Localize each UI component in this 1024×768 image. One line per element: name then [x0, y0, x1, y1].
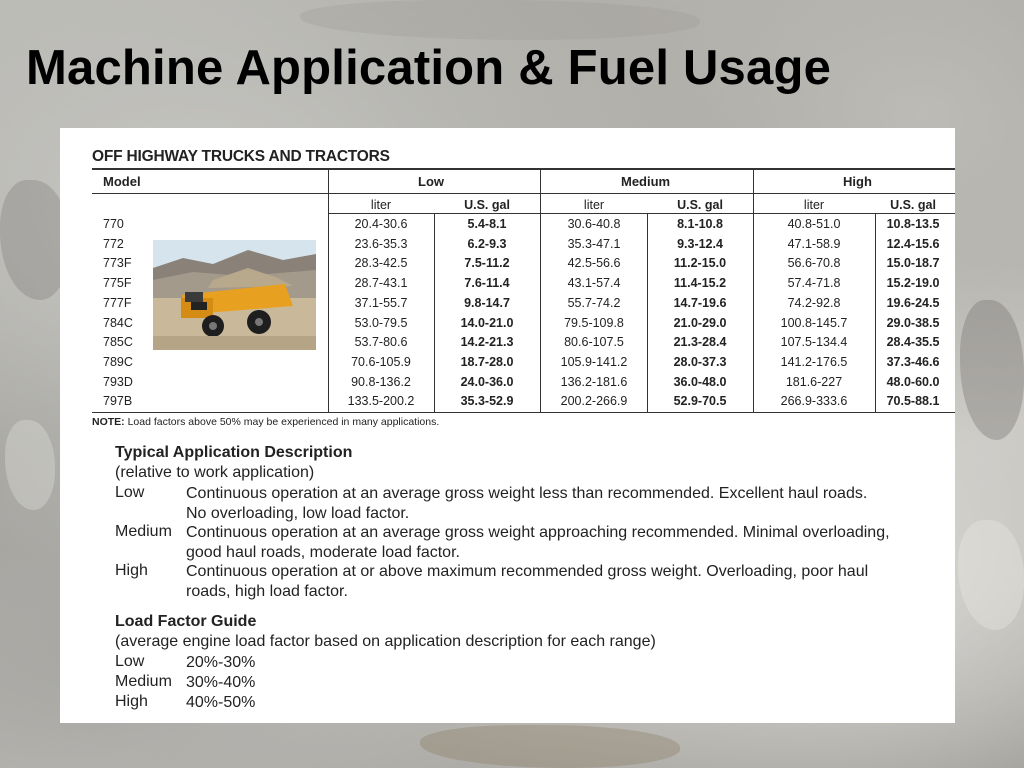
model-cell: 772 — [103, 236, 124, 251]
group-header-low: Low — [418, 174, 444, 189]
table-rule — [92, 168, 955, 170]
load-factor-label-low: Low — [115, 653, 145, 670]
value-cell: 6.2-9.3 — [467, 236, 507, 251]
subheader-low-gal: U.S. gal — [464, 198, 510, 212]
truck-photo — [153, 240, 316, 350]
application-heading: Typical Application Description — [115, 444, 353, 461]
group-header-high: High — [843, 174, 872, 189]
model-cell: 773F — [103, 256, 132, 271]
value-cell: 56.6-70.8 — [787, 256, 841, 271]
application-text-low-line2: No overloading, low load factor. — [186, 505, 410, 522]
value-cell: 133.5-200.2 — [347, 394, 415, 409]
model-cell: 797B — [103, 394, 133, 409]
model-header: Model — [103, 174, 141, 189]
value-cell: 23.6-35.3 — [354, 236, 408, 251]
load-factor-value-medium: 30%-40% — [186, 674, 256, 691]
value-cell: 28.4-35.5 — [886, 335, 940, 350]
table-note — [92, 416, 439, 428]
model-cell: 793D — [103, 374, 133, 389]
value-cell: 43.1-57.4 — [567, 276, 621, 291]
application-text-low — [186, 484, 946, 524]
value-cell: 5.4-8.1 — [467, 217, 507, 231]
load-factor-subheading: (average engine load factor based on application description for each range) — [115, 633, 656, 650]
table-row — [60, 394, 955, 414]
application-text-medium — [186, 523, 946, 563]
subheader-high-gal: U.S. gal — [890, 198, 936, 212]
value-cell: 48.0-60.0 — [886, 374, 940, 389]
value-cell: 12.4-15.6 — [886, 236, 940, 251]
value-cell: 36.0-48.0 — [673, 374, 727, 389]
value-cell: 11.4-15.2 — [673, 276, 727, 291]
model-cell: 777F — [103, 295, 132, 310]
table-row — [60, 217, 955, 237]
subheader-high-liter: liter — [803, 198, 825, 212]
value-cell: 55.7-74.2 — [567, 295, 621, 310]
application-text-low-line1: Continuous operation at an average gross weight less than recommended. Excellent haul roads. — [186, 485, 868, 502]
content-panel — [60, 128, 955, 723]
value-cell: 79.5-109.8 — [564, 315, 624, 330]
group-header-medium: Medium — [621, 174, 671, 189]
value-cell: 37.3-46.6 — [886, 354, 940, 369]
value-cell: 47.1-58.9 — [787, 236, 841, 251]
application-label-low: Low — [115, 484, 145, 501]
value-cell: 14.0-21.0 — [460, 315, 514, 330]
background-rock — [5, 420, 55, 510]
value-cell: 7.6-11.4 — [464, 276, 510, 291]
value-cell: 74.2-92.8 — [787, 295, 841, 310]
table-rule — [328, 213, 955, 214]
value-cell: 11.2-15.0 — [673, 256, 727, 271]
value-cell: 90.8-136.2 — [351, 374, 411, 389]
value-cell: 29.0-38.5 — [886, 315, 940, 330]
background-rock — [960, 300, 1024, 440]
subheader-low-liter: liter — [370, 198, 392, 212]
background-rock — [300, 0, 700, 40]
value-cell: 15.0-18.7 — [886, 256, 940, 271]
load-factor-label-medium: Medium — [115, 673, 172, 690]
model-cell: 784C — [103, 315, 133, 330]
table-rule — [92, 193, 955, 194]
application-text-high-line2: roads, high load factor. — [186, 583, 348, 600]
background-rock — [420, 725, 680, 768]
value-cell: 15.2-19.0 — [886, 276, 940, 291]
application-text-medium-line1: Continuous operation at an average gross weight approaching recommended. Minimal overloading, — [186, 524, 890, 541]
value-cell: 80.6-107.5 — [564, 335, 624, 350]
value-cell: 105.9-141.2 — [560, 354, 628, 369]
value-cell: 10.8-13.5 — [886, 217, 940, 231]
value-cell: 9.3-12.4 — [677, 236, 723, 251]
application-text-high — [186, 562, 946, 602]
value-cell: 136.2-181.6 — [560, 374, 628, 389]
note-label: NOTE: — [92, 416, 125, 428]
application-label-medium: Medium — [115, 523, 172, 540]
value-cell: 200.2-266.9 — [560, 394, 628, 409]
value-cell: 70.6-105.9 — [351, 354, 411, 369]
background-rock — [958, 520, 1024, 630]
value-cell: 42.5-56.6 — [567, 256, 621, 271]
value-cell: 9.8-14.7 — [464, 295, 510, 310]
note-text: Load factors above 50% may be experienced in many applications. — [127, 416, 440, 428]
value-cell: 107.5-134.4 — [780, 335, 848, 350]
slide-title: Machine Application & Fuel Usage — [26, 41, 832, 95]
value-cell: 28.7-43.1 — [354, 276, 408, 291]
subheader-medium-liter: liter — [583, 198, 605, 212]
subheader-medium-gal: U.S. gal — [677, 198, 723, 212]
value-cell: 53.0-79.5 — [354, 315, 408, 330]
value-cell: 53.7-80.6 — [354, 335, 408, 350]
load-factor-heading: Load Factor Guide — [115, 613, 257, 630]
application-text-medium-line2: good haul roads, moderate load factor. — [186, 544, 460, 561]
load-factor-label-high: High — [115, 693, 148, 710]
value-cell: 21.3-28.4 — [673, 335, 727, 350]
table-row — [60, 375, 955, 395]
value-cell: 57.4-71.8 — [787, 276, 841, 291]
load-factor-value-low: 20%-30% — [186, 654, 256, 671]
value-cell: 35.3-52.9 — [460, 394, 514, 409]
value-cell: 35.3-47.1 — [567, 236, 621, 251]
value-cell: 52.9-70.5 — [673, 394, 727, 409]
table-heading: OFF HIGHWAY TRUCKS AND TRACTORS — [92, 148, 390, 165]
value-cell: 100.8-145.7 — [780, 315, 848, 330]
haul-truck-image — [153, 240, 316, 350]
value-cell: 14.7-19.6 — [673, 295, 727, 310]
model-cell: 775F — [103, 276, 132, 291]
value-cell: 8.1-10.8 — [677, 217, 723, 231]
value-cell: 141.2-176.5 — [780, 354, 848, 369]
table-row — [60, 355, 955, 375]
value-cell: 7.5-11.2 — [464, 256, 510, 271]
application-text-high-line1: Continuous operation at or above maximum recommended gross weight. Overloading, poor haul — [186, 563, 869, 580]
application-label-high: High — [115, 562, 148, 579]
model-cell: 785C — [103, 335, 133, 350]
value-cell: 181.6-227 — [785, 374, 843, 389]
load-factor-value-high: 40%-50% — [186, 694, 256, 711]
value-cell: 20.4-30.6 — [354, 217, 408, 231]
value-cell: 266.9-333.6 — [780, 394, 848, 409]
value-cell: 18.7-28.0 — [460, 354, 514, 369]
value-cell: 14.2-21.3 — [460, 335, 514, 350]
value-cell: 70.5-88.1 — [886, 394, 940, 409]
application-subheading: (relative to work application) — [115, 464, 315, 481]
value-cell: 28.0-37.3 — [673, 354, 727, 369]
value-cell: 37.1-55.7 — [354, 295, 408, 310]
model-cell: 789C — [103, 354, 133, 369]
value-cell: 28.3-42.5 — [354, 256, 408, 271]
value-cell: 19.6-24.5 — [886, 295, 940, 310]
value-cell: 24.0-36.0 — [460, 374, 514, 389]
model-cell: 770 — [103, 217, 124, 231]
value-cell: 21.0-29.0 — [673, 315, 727, 330]
value-cell: 30.6-40.8 — [567, 217, 621, 231]
value-cell: 40.8-51.0 — [787, 217, 841, 231]
